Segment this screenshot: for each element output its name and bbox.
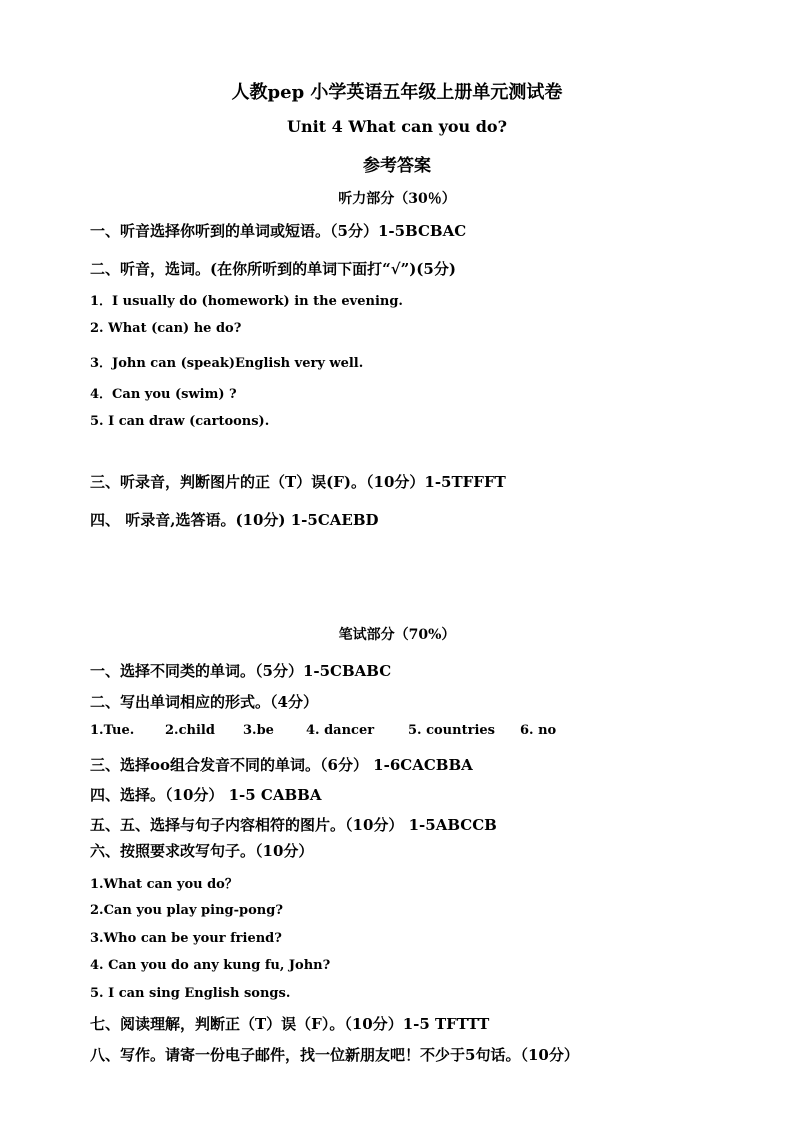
writing-q3: 三、选择oo组合发音不同的单词。（6分） 1-6CACBBA — [90, 756, 473, 774]
listening-item: 4．Can you (swim) ? — [90, 387, 237, 402]
q2-answer: 1.Tue. — [90, 723, 135, 738]
listening-q4: 四、 听录音,选答语。(10分) 1-5CAEBD — [90, 511, 379, 529]
q2-answer: 3.be — [243, 723, 274, 738]
writing-q1: 一、选择不同类的单词。（5分）1-5CBABC — [90, 662, 392, 680]
listening-q2: 二、听音，选词。(在你所听到的单词下面打“√”)(5分) — [90, 260, 456, 278]
writing-q6: 六、按照要求改写句子。（10分） — [90, 842, 314, 860]
answer-key-heading: 参考答案 — [363, 156, 431, 176]
rewrite-item: 3.Who can be your friend? — [90, 931, 282, 946]
listening-q3: 三、听录音，判断图片的正（T）误(F)。（10分）1-5TFFFT — [90, 473, 506, 491]
rewrite-item: 2.Can you play ping-pong? — [90, 903, 283, 918]
q2-answer: 2.child — [165, 723, 215, 738]
writing-section-header: 笔试部分（70%） — [338, 627, 456, 643]
q2-answer: 6. no — [520, 723, 557, 738]
q2-answer: 5. countries — [408, 723, 495, 738]
writing-q4: 四、选择。（10分） 1-5 CABBA — [90, 786, 322, 804]
listening-item: 1．I usually do (homework) in the evening. — [90, 294, 403, 309]
writing-q7: 七、阅读理解，判断正（T）误（F）。（10分）1-5 TFTTT — [90, 1015, 490, 1033]
writing-q2: 二、写出单词相应的形式。（4分） — [90, 693, 318, 711]
rewrite-item: 4. Can you do any kung fu, John? — [90, 958, 331, 973]
listening-item: 5. I can draw (cartoons). — [90, 414, 270, 429]
rewrite-item: 5. I can sing English songs. — [90, 986, 291, 1001]
unit-subtitle: Unit 4 What can you do? — [287, 117, 507, 136]
page-title: 人教pep 小学英语五年级上册单元测试卷 — [231, 82, 563, 103]
writing-q8: 八、写作。请寄一份电子邮件，找一位新朋友吧！不少于5句话。（10分） — [90, 1046, 579, 1064]
q2-answer: 4. dancer — [306, 723, 375, 738]
listening-section-header: 听力部分（30％） — [338, 191, 456, 207]
listening-item: 2. What (can) he do? — [90, 321, 242, 336]
listening-item: 3．John can (speak)English very well. — [90, 356, 364, 371]
rewrite-item: 1.What can you do？ — [90, 877, 238, 892]
listening-q1: 一、听音选择你听到的单词或短语。（5分）1-5BCBAC — [90, 222, 467, 240]
writing-q5: 五、五、选择与句子内容相符的图片。（10分） 1-5ABCCB — [90, 816, 497, 834]
